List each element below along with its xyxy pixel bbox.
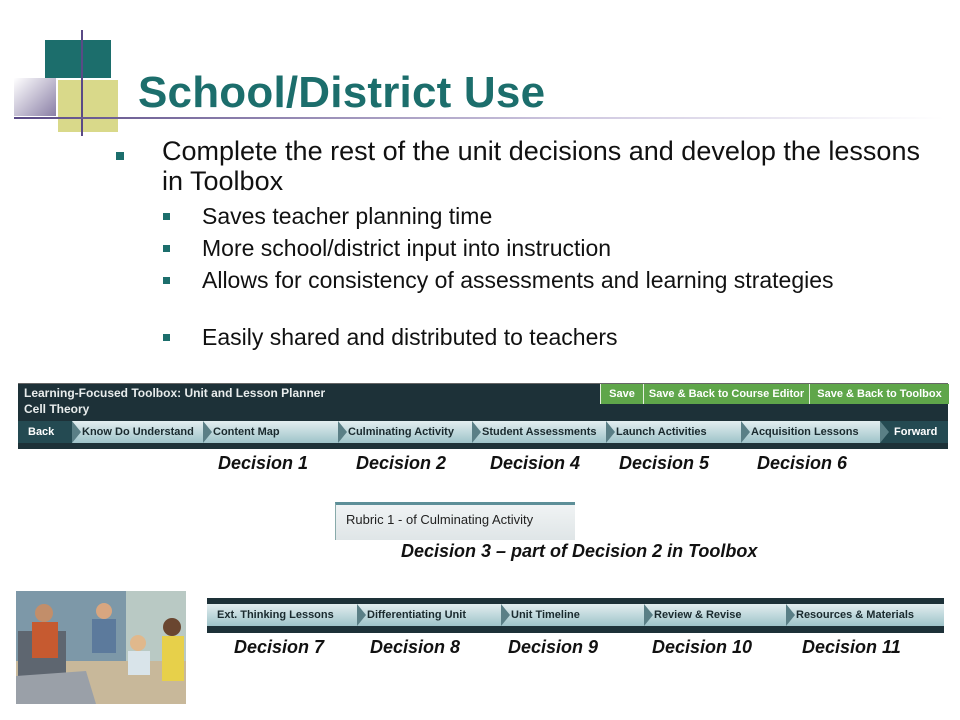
toolbox-header	[18, 383, 948, 449]
main-bullet-text: Complete the rest of the unit decisions and develop the lessons in Toolbox	[162, 136, 920, 196]
save-back-course-editor-button[interactable]: Save & Back to Course Editor	[643, 384, 809, 404]
sub-bullet-2: More school/district input into instruction	[202, 235, 612, 261]
bullet-marker	[163, 245, 170, 252]
decor-square-purple	[14, 78, 56, 116]
nav-culminating-activity[interactable]: Culminating Activity	[338, 421, 472, 443]
decision-label: Decision 11	[802, 637, 901, 657]
bullet-marker	[163, 213, 170, 220]
nav-launch-activities[interactable]: Launch Activities	[606, 421, 741, 443]
unit-subtitle: Cell Theory	[24, 402, 90, 416]
classroom-photo-graphic	[16, 591, 186, 704]
nav-student-assessments[interactable]: Student Assessments	[472, 421, 606, 443]
decor-square-teal	[45, 40, 111, 78]
decision-label: Decision 1	[218, 453, 309, 473]
rubric-tab[interactable]	[335, 502, 575, 540]
nav-content-map[interactable]: Content Map	[203, 421, 338, 443]
step-navigation	[18, 421, 948, 443]
decision-label: Decision 2	[356, 453, 447, 473]
nav-ext-thinking-lessons[interactable]: Ext. Thinking Lessons	[207, 604, 357, 626]
nav-review-revise[interactable]: Review & Revise	[644, 604, 786, 626]
nav-forward[interactable]: Forward	[880, 421, 948, 443]
bullet-marker	[116, 152, 124, 160]
nav-unit-timeline[interactable]: Unit Timeline	[501, 604, 644, 626]
decor-vertical-line	[81, 30, 83, 136]
nav-know-do-understand[interactable]: Know Do Understand	[72, 421, 203, 443]
decision-label: Decision 6	[757, 453, 848, 473]
classroom-photo	[16, 591, 186, 704]
decision-label: Decision 7	[234, 637, 325, 657]
decision-label: Decision 5	[619, 453, 710, 473]
nav-resources-materials[interactable]: Resources & Materials	[796, 609, 914, 621]
nav-back[interactable]: Back	[18, 421, 72, 443]
slide-title: School/District Use	[138, 68, 546, 117]
header-bottom-bar	[18, 443, 948, 449]
decision-label: Decision 4	[490, 453, 581, 473]
sub-bullet-4: Easily shared and distributed to teachers	[202, 324, 618, 350]
app-title: Learning-Focused Toolbox: Unit and Lesson Planner	[24, 386, 326, 400]
toolbox-nav-continued	[207, 598, 944, 633]
decision-3-note: Decision 3 – part of Decision 2 in Toolbox	[401, 541, 758, 561]
nav-acquisition-lessons[interactable]: Acquisition Lessons	[741, 421, 880, 443]
decor-square-yellow	[58, 80, 118, 132]
bullet-marker	[163, 277, 170, 284]
sub-bullet-1: Saves teacher planning time	[202, 203, 493, 229]
rubric-label: Rubric 1 - of Culminating Activity	[346, 512, 534, 527]
decision-label: Decision 9	[508, 637, 599, 657]
save-button[interactable]: Save	[600, 384, 643, 404]
sub-bullet-3: Allows for consistency of assessments and learning strategies	[202, 267, 834, 293]
nav-differentiating-unit[interactable]: Differentiating Unit	[357, 604, 501, 626]
decision-label: Decision 10	[652, 637, 753, 657]
bullet-marker	[163, 334, 170, 341]
save-back-toolbox-button[interactable]: Save & Back to Toolbox	[809, 384, 949, 404]
decision-label: Decision 8	[370, 637, 461, 657]
step-navigation-2	[207, 604, 944, 626]
